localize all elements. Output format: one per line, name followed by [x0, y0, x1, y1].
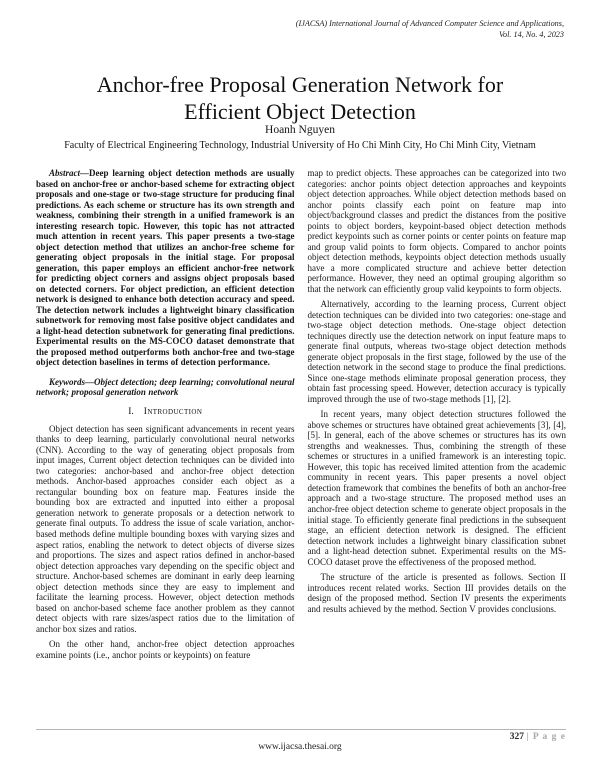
- footer-page-number: [510, 732, 566, 742]
- page-title: [60, 71, 540, 126]
- journal-name: (IJACSA) International Journal of Advanced Computer Science and Applications,: [295, 19, 564, 28]
- footer-divider: [36, 729, 566, 730]
- two-column-body: [36, 168, 566, 665]
- abstract-label: Abstract—: [49, 168, 90, 178]
- intro-paragraph-5: The structure of the article is presented as follows. Section II introduces recent related works. Section III provides details on the design of the proposed method. Section IV presents the experiments and results achieved by the method. Section V provides conclusions.: [307, 572, 566, 614]
- intro-paragraph-1: Object detection has seen significant advancements in recent years thanks to deep learning, particularly convolutional neural networks (CNN). According to the way of generating object proposals from input images, Current object detection techniques can be divided into two categories: anchor-based and anchor-free object detection methods. Anchor-based approaches consider each object as a rectangular bounding box on feature map. Features inside the bounding box are extracted and inputted into either a proposal generation network to generate proposals or a detection network to generate final outputs. To address the issue of scale variation, anchor-based methods define multiple bounding boxes with varying sizes and aspect ratios, enabling the network to detect objects of diverse sizes and proportions. The sizes and aspect ratios defined in anchor-based object detection approaches vary depending on the specific object and structure. Anchor-based schemes are dominant in early deep learning object detection methods since they are easy to implement and facilitate the learning process. However, object detection methods based on anchor-based scheme face another problem as they cannot detect objects with rare sizes/aspect ratios due to the limitation of anchor box sizes and ratios.: [36, 423, 295, 634]
- footer-journal-url: www.ijacsa.thesai.org: [258, 742, 342, 752]
- intro-paragraph-2-left: On the other hand, anchor-free object detection approaches examine points (i.e., anchor points or keypoints) on feature: [36, 639, 295, 660]
- page-number: 327: [509, 732, 525, 742]
- intro-paragraph-2-right: map to predict objects. These approaches can be categorized into two categories: anchor points object detection approaches and keypoints object detection approaches. While object detection methods based on anchor points classify each point on feature map into object/background classes and predict the distances from the positive points to object borders, keypoint-based object detection methods predict keypoints such as corner points or center points on feature map and group valid points to form objects. Compared to anchor points object detection methods, keypoints object detection methods usually have a more complicated structure and achieve better detection performance. However, they need an optimal grouping algorithm so that the network can efficiently group valid keypoints to form objects.: [307, 168, 566, 294]
- keywords-paragraph: [36, 377, 295, 398]
- intro-paragraph-4: In recent years, many object detection structures followed the above schemes or structures have obtained great achievements [3], [4], [5]. In general, each of the above schemes or structures has its own strengths and weaknesses. Thus, combining the strength of these schemes or structures in a unified framework is an interesting topic. However, this topic has received limited attention from the academic community in recent years. This paper presents a novel object detection framework that combines the benefits of both an anchor-free approach and a two-stage structure. The proposed method uses an anchor-free object detection scheme to generate object proposals in the initial stage. To efficiently generate final predictions in the subsequent stage, an efficient detection network is designed. The efficient detection network includes a lightweight binary classification subnet and a light-head detection subnet. Experimental results on the MS-COCO dataset prove the effectiveness of the proposed method.: [307, 409, 566, 567]
- intro-paragraph-3: Alternatively, according to the learning process, Current object detection techniques can be divided into two categories: one-stage and two-stage object detection methods. One-stage object detection techniques directly use the detection network on input feature maps to generate final outputs, whereas two-stage object detection methods generate object proposals in the first stage, followed by the use of the detection network in the second stage to produce the final predictions. Since one-stage methods eliminate proposal generation process, they obtain fast processing speed. However, detection accuracy is typically improved through the use of two-stage methods [1], [2].: [307, 299, 566, 404]
- page-title-text: Anchor-free Proposal Generation Network for Efficient Object Detection: [96, 71, 504, 125]
- journal-header: [200, 18, 564, 40]
- keywords-label: Keywords—: [49, 376, 94, 387]
- journal-volume: Vol. 14, No. 4, 2023: [498, 30, 564, 40]
- abstract-text: Deep learning object detection methods are usually based on anchor-free or anchor-based scheme for extracting object proposals and one-stage or two-stage structure for producing final predictions. As each scheme or structure has its own strength and weakness, combining their strength in a unified framework is an interesting research topic. However, this topic has not attracted much attention in recent years. This paper presents a two-stage object detection method that utilizes an anchor-free scheme for generating object proposals in the initial stage. For proposal generation, this paper employs an efficient anchor-free network for predicting object corners and assigns object proposals based on detected corners. For object prediction, an efficient detection network is designed to enhance both detection accuracy and speed. The detection network includes a lightweight binary classification subnetwork for removing most false positive object candidates and a light-head detection subnetwork for generating final predictions. Experimental results on the MS-COCO dataset demonstrate that the proposed method outperforms both anchor-free and two-stage object detection baselines in terms of detection performance.: [36, 168, 295, 368]
- author-affiliation: Faculty of Electrical Engineering Technology, Industrial University of Ho Chi Minh City, Ho Chi Minh City, Vietnam: [64, 140, 536, 151]
- section-title: Introduction: [143, 406, 203, 417]
- section-number: I.: [128, 406, 134, 417]
- section-heading-introduction: [36, 407, 295, 417]
- abstract-paragraph: [36, 168, 295, 368]
- author-name: Hoanh Nguyen: [265, 124, 335, 136]
- right-column: [308, 168, 567, 665]
- page-word: | P a g e: [526, 732, 566, 742]
- keywords-text: Object detection; deep learning; convolutional neural network; proposal generation network: [36, 376, 295, 398]
- left-column: [36, 168, 295, 665]
